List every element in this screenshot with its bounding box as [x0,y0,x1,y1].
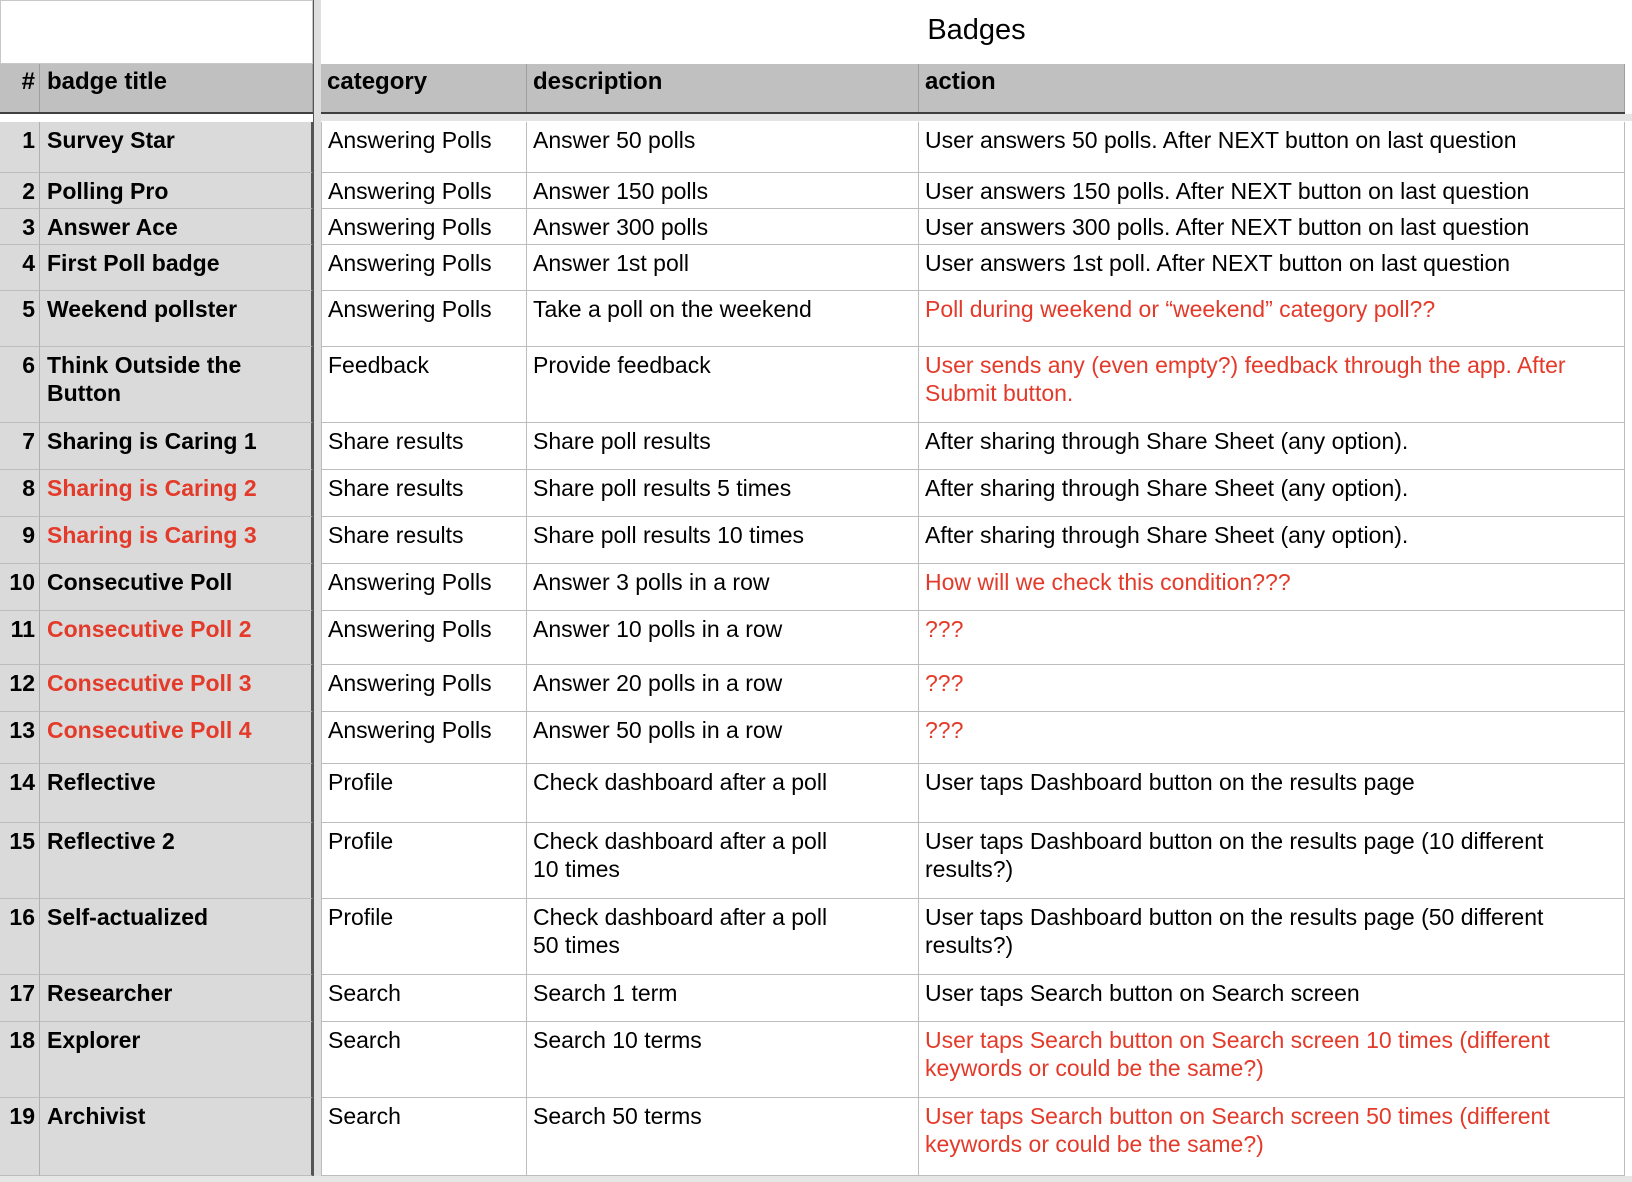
table-row [0,470,1625,517]
category-cell[interactable]: Share results [321,517,527,564]
action-cell[interactable]: ??? [919,611,1625,665]
badge-title-cell[interactable]: Consecutive Poll 4 [40,712,313,764]
action-cell[interactable]: User answers 50 polls. After NEXT button on last question [919,122,1625,173]
header-row [0,64,1625,114]
badge-title-cell[interactable]: Reflective [40,764,313,823]
table-row [0,245,1625,291]
badge-title-cell[interactable]: Answer Ace [40,209,313,245]
badge-title-cell[interactable]: Consecutive Poll [40,564,313,611]
action-cell[interactable]: User taps Search button on Search screen 50 times (different keywords or could be the same?) [919,1098,1625,1176]
description-cell[interactable]: Answer 1st poll [527,245,919,291]
row-number-cell[interactable]: 6 [0,347,40,423]
description-cell[interactable]: Check dashboard after a poll 10 times [527,823,919,899]
header-shadow [321,114,1632,121]
frozen-pane-divider[interactable] [313,0,321,1182]
action-cell[interactable]: ??? [919,712,1625,764]
action-cell[interactable]: User answers 300 polls. After NEXT button on last question [919,209,1625,245]
header-action[interactable]: action [919,64,1625,112]
table-row [0,975,1625,1022]
row-number-cell[interactable]: 16 [0,899,40,975]
table-row [0,423,1625,470]
description-cell[interactable]: Share poll results 10 times [527,517,919,564]
description-cell[interactable]: Answer 3 polls in a row [527,564,919,611]
row-number-cell[interactable]: 7 [0,423,40,470]
action-cell[interactable]: User answers 150 polls. After NEXT button on last question [919,173,1625,209]
header-description[interactable]: description [527,64,919,112]
action-cell[interactable]: User taps Search button on Search screen 10 times (different keywords or could be the same?) [919,1022,1625,1098]
table-row [0,764,1625,823]
table-row [0,517,1625,564]
row-number-cell[interactable]: 19 [0,1098,40,1176]
row-number-cell[interactable]: 12 [0,665,40,712]
description-cell[interactable]: Answer 150 polls [527,173,919,209]
description-cell[interactable]: Provide feedback [527,347,919,423]
category-cell[interactable]: Search [321,975,527,1022]
row-number-cell[interactable]: 18 [0,1022,40,1098]
badge-title-cell[interactable]: Think Outside the Button [40,347,313,423]
category-cell[interactable]: Answering Polls [321,564,527,611]
category-cell[interactable]: Answering Polls [321,291,527,347]
category-cell[interactable]: Share results [321,423,527,470]
action-cell[interactable]: User taps Dashboard button on the results page [919,764,1625,823]
description-cell[interactable]: Answer 300 polls [527,209,919,245]
row-number-cell[interactable]: 15 [0,823,40,899]
badge-title-cell[interactable]: First Poll badge [40,245,313,291]
badge-title-cell[interactable]: Weekend pollster [40,291,313,347]
table-row [0,899,1625,975]
description-cell[interactable]: Answer 50 polls in a row [527,712,919,764]
table-row [0,173,1625,209]
description-cell[interactable]: Search 10 terms [527,1022,919,1098]
badge-title-cell[interactable]: Sharing is Caring 2 [40,470,313,517]
table-row [0,823,1625,899]
table-row [0,122,1625,173]
description-cell[interactable]: Take a poll on the weekend [527,291,919,347]
row-number-cell[interactable]: 14 [0,764,40,823]
badge-title-cell[interactable]: Reflective 2 [40,823,313,899]
category-cell[interactable]: Profile [321,899,527,975]
frozen-corner-cell[interactable] [0,0,313,64]
table-row [0,291,1625,347]
row-number-cell[interactable]: 11 [0,611,40,665]
action-cell[interactable]: How will we check this condition??? [919,564,1625,611]
badge-title-cell[interactable]: Consecutive Poll 2 [40,611,313,665]
header-category[interactable]: category [321,64,527,112]
row-number-cell[interactable]: 1 [0,122,40,173]
row-number-cell[interactable]: 13 [0,712,40,764]
category-cell[interactable]: Answering Polls [321,245,527,291]
table-row [0,564,1625,611]
description-cell[interactable]: Share poll results 5 times [527,470,919,517]
description-cell[interactable]: Answer 10 polls in a row [527,611,919,665]
action-cell[interactable]: After sharing through Share Sheet (any option). [919,517,1625,564]
action-cell[interactable]: User taps Dashboard button on the results page (10 different results?) [919,823,1625,899]
table-row [0,611,1625,665]
badge-title-cell[interactable]: Explorer [40,1022,313,1098]
category-cell[interactable]: Answering Polls [321,665,527,712]
category-cell[interactable]: Search [321,1098,527,1176]
row-number-cell[interactable]: 3 [0,209,40,245]
description-cell[interactable]: Answer 50 polls [527,122,919,173]
action-cell[interactable]: After sharing through Share Sheet (any option). [919,470,1625,517]
description-cell[interactable]: Search 1 term [527,975,919,1022]
action-cell[interactable]: ??? [919,665,1625,712]
action-cell[interactable]: After sharing through Share Sheet (any option). [919,423,1625,470]
badge-title-cell[interactable]: Polling Pro [40,173,313,209]
row-number-cell[interactable]: 10 [0,564,40,611]
badge-title-cell[interactable]: Self-actualized [40,899,313,975]
category-cell[interactable]: Feedback [321,347,527,423]
category-cell[interactable]: Profile [321,764,527,823]
category-cell[interactable]: Answering Polls [321,209,527,245]
table-row [0,1022,1625,1098]
description-cell[interactable]: Check dashboard after a poll [527,764,919,823]
header-badge-title[interactable]: badge title [40,64,313,112]
action-cell[interactable]: User answers 1st poll. After NEXT button on last question [919,245,1625,291]
badge-title-cell[interactable]: Sharing is Caring 1 [40,423,313,470]
category-cell[interactable]: Answering Polls [321,173,527,209]
row-number-cell[interactable]: 8 [0,470,40,517]
row-number-cell[interactable]: 9 [0,517,40,564]
table-row [0,347,1625,423]
category-cell[interactable]: Answering Polls [321,122,527,173]
badge-title-cell[interactable]: Researcher [40,975,313,1022]
row-number-cell[interactable]: 4 [0,245,40,291]
table-row [0,209,1625,245]
action-cell[interactable]: User taps Dashboard button on the results page (50 different results?) [919,899,1625,975]
category-cell[interactable]: Share results [321,470,527,517]
row-number-cell[interactable]: 17 [0,975,40,1022]
action-cell[interactable]: User sends any (even empty?) feedback through the app. After Submit button. [919,347,1625,423]
category-cell[interactable]: Profile [321,823,527,899]
category-cell[interactable]: Answering Polls [321,611,527,665]
description-cell[interactable]: Check dashboard after a poll 50 times [527,899,919,975]
description-cell[interactable]: Answer 20 polls in a row [527,665,919,712]
action-cell[interactable]: Poll during weekend or “weekend” category poll?? [919,291,1625,347]
table-row [0,712,1625,764]
badge-title-cell[interactable]: Archivist [40,1098,313,1176]
row-number-cell[interactable]: 5 [0,291,40,347]
badge-title-cell[interactable]: Sharing is Caring 3 [40,517,313,564]
header-num[interactable]: # [0,64,40,112]
category-cell[interactable]: Search [321,1022,527,1098]
action-cell[interactable]: User taps Search button on Search screen [919,975,1625,1022]
table-row [0,1098,1625,1176]
category-cell[interactable]: Answering Polls [321,712,527,764]
bottom-edge [0,1176,1632,1182]
frozen-pane-line [313,0,314,1182]
badge-title-cell[interactable]: Survey Star [40,122,313,173]
sheet-title[interactable]: Badges [927,14,1026,46]
table-row [0,665,1625,712]
badge-title-cell[interactable]: Consecutive Poll 3 [40,665,313,712]
description-cell[interactable]: Search 50 terms [527,1098,919,1176]
description-cell[interactable]: Share poll results [527,423,919,470]
row-number-cell[interactable]: 2 [0,173,40,209]
